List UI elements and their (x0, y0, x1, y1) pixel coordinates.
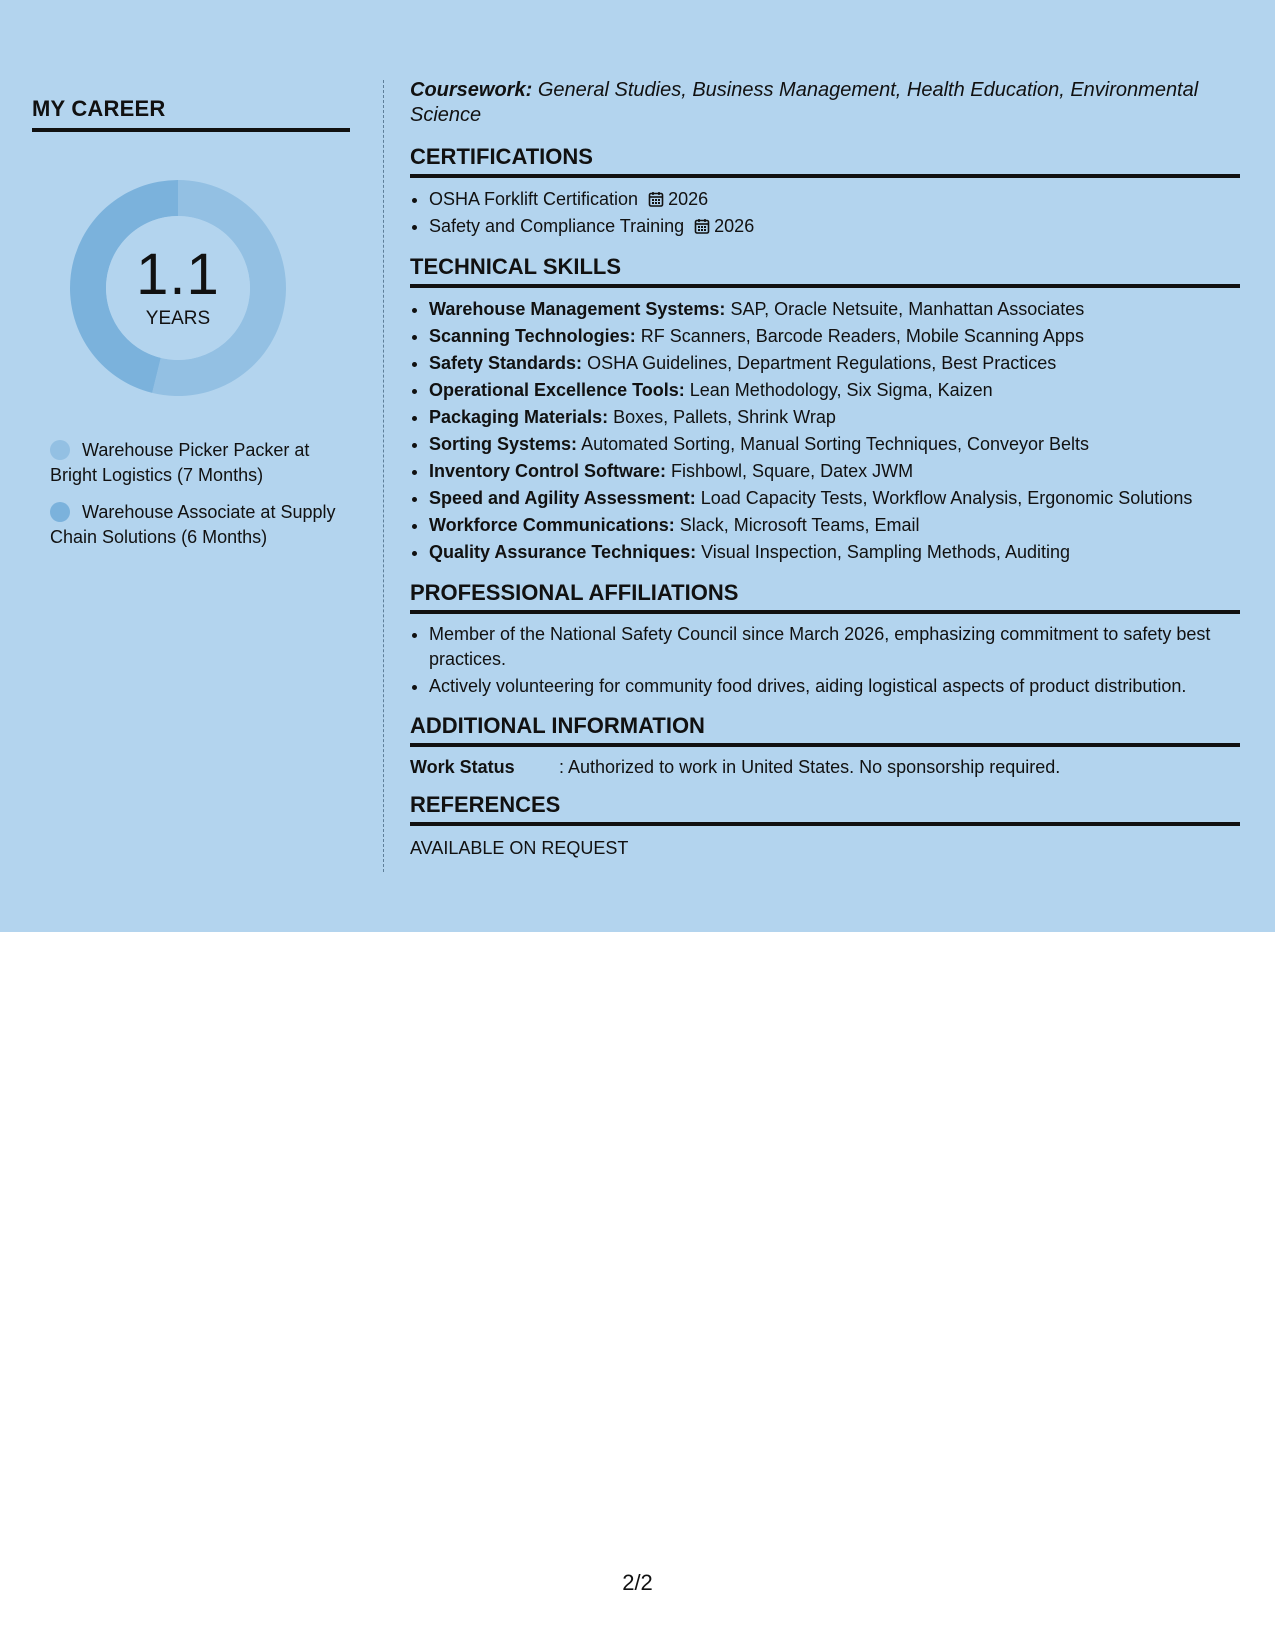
skill-item (429, 350, 1240, 377)
career-legend-item (50, 500, 340, 550)
legend-dot-icon (50, 502, 70, 522)
work-status-label: Work Status (410, 757, 515, 777)
technical-skills-section (410, 254, 1240, 566)
career-legend-label: Warehouse Associate at Supply Chain Solutions (6 Months) (50, 502, 336, 547)
career-total-value: 1.1 (136, 242, 220, 307)
calendar-icon (648, 191, 664, 207)
legend-dot-icon (50, 440, 70, 460)
additional-info-section (410, 713, 1240, 778)
career-legend-label: Warehouse Picker Packer at Bright Logistics (7 Months) (50, 440, 310, 485)
affiliations-title: PROFESSIONAL AFFILIATIONS (410, 580, 1240, 614)
skill-value: RF Scanners, Barcode Readers, Mobile Scanning Apps (640, 326, 1084, 346)
skill-label: Inventory Control Software: (429, 461, 667, 481)
donut-center-label (66, 176, 290, 400)
affiliations-list (410, 622, 1240, 699)
skill-item (429, 323, 1240, 350)
certification-item (429, 213, 1240, 240)
coursework-label: Coursework: (410, 79, 533, 101)
references-title: REFERENCES (410, 792, 1240, 826)
page-number: 2/2 (622, 1570, 653, 1595)
certifications-title: CERTIFICATIONS (410, 144, 1240, 178)
certification-year: 2026 (714, 216, 755, 236)
skill-label: Scanning Technologies: (429, 326, 636, 346)
references-section (410, 792, 1240, 859)
certifications-list (410, 186, 1240, 240)
main-content (410, 78, 1240, 873)
certification-year: 2026 (668, 189, 709, 209)
skill-value: Load Capacity Tests, Workflow Analysis, Ergonomic Solutions (700, 488, 1193, 508)
work-status-row (410, 757, 1240, 778)
career-total-unit: YEARS (145, 308, 211, 329)
column-divider (383, 80, 384, 872)
skill-item (429, 431, 1240, 458)
skill-label: Warehouse Management Systems: (429, 299, 726, 319)
career-sidebar (32, 96, 350, 547)
career-legend (50, 438, 340, 562)
skill-item (429, 377, 1240, 404)
skill-label: Workforce Communications: (429, 515, 675, 535)
calendar-icon (694, 218, 710, 234)
skill-item (429, 458, 1240, 485)
skill-value: OSHA Guidelines, Department Regulations, Best Practices (587, 353, 1057, 373)
skill-value: Visual Inspection, Sampling Methods, Auditing (701, 542, 1070, 562)
career-donut-chart (66, 176, 290, 400)
career-legend-item (50, 438, 340, 488)
certifications-section (410, 144, 1240, 240)
work-status-value: : Authorized to work in United States. No sponsorship required. (559, 757, 1061, 777)
skill-value: Lean Methodology, Six Sigma, Kaizen (689, 380, 993, 400)
technical-skills-list (410, 296, 1240, 566)
affiliation-item: • Actively volunteering for community food drives, aiding logistical aspects of product distribution. (429, 674, 1240, 699)
skill-item (429, 485, 1240, 512)
certification-name: Safety and Compliance Training (429, 216, 685, 236)
skill-item (429, 512, 1240, 539)
coursework-value: General Studies, Business Management, Health Education, Environmental Science (410, 79, 1199, 126)
skill-label: Speed and Agility Assessment: (429, 488, 696, 508)
skill-item (429, 296, 1240, 323)
skill-value: Fishbowl, Square, Datex JWM (671, 461, 914, 481)
affiliation-item: • Member of the National Safety Council since March 2026, emphasizing commitment to safety best practices. (429, 622, 1240, 672)
skill-label: Safety Standards: (429, 353, 583, 373)
additional-info-title: ADDITIONAL INFORMATION (410, 713, 1240, 747)
certification-item (429, 186, 1240, 213)
affiliations-section (410, 580, 1240, 699)
skill-label: Operational Excellence Tools: (429, 380, 685, 400)
career-heading: MY CAREER (32, 96, 350, 132)
skill-item (429, 404, 1240, 431)
certification-name: OSHA Forklift Certification (429, 189, 639, 209)
skill-label: Packaging Materials: (429, 407, 609, 427)
skill-value: Boxes, Pallets, Shrink Wrap (613, 407, 836, 427)
coursework-line (410, 78, 1240, 128)
skill-value: SAP, Oracle Netsuite, Manhattan Associates (730, 299, 1085, 319)
skill-value: Slack, Microsoft Teams, Email (679, 515, 920, 535)
references-text: AVAILABLE ON REQUEST (410, 838, 629, 858)
technical-skills-title: TECHNICAL SKILLS (410, 254, 1240, 288)
skill-item (429, 539, 1240, 566)
skill-label: Quality Assurance Techniques: (429, 542, 697, 562)
skill-value: Automated Sorting, Manual Sorting Techniques, Conveyor Belts (581, 434, 1090, 454)
skill-label: Sorting Systems: (429, 434, 578, 454)
